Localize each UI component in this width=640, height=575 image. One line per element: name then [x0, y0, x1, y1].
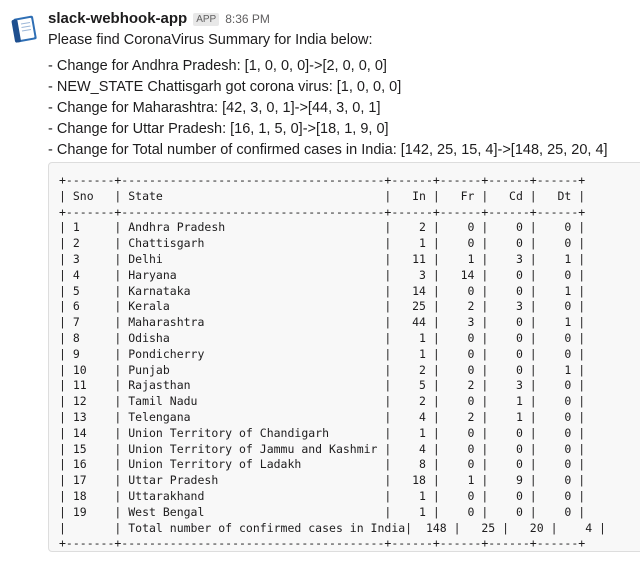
app-avatar[interactable] [8, 12, 40, 44]
message-timestamp[interactable]: 8:36 PM [225, 12, 270, 26]
table-row: | 16 | Union Territory of Ladakh | 8 | 0 | 0 | 0 | [59, 457, 586, 472]
table-row: | 10 | Punjab | 2 | 0 | 0 | 1 | [59, 362, 586, 377]
message-intro: Please find CoronaVirus Summary for India below: [48, 32, 373, 48]
sender-name[interactable]: slack-webhook-app [48, 10, 188, 27]
table-row: | | Total number of confirmed cases in India| 148 | 25 | 20 | 4 | [59, 520, 606, 535]
table-row: | 3 | Delhi | 11 | 1 | 3 | 1 | [59, 251, 586, 266]
table-row: | 19 | West Bengal | 1 | 0 | 0 | 0 | [59, 504, 586, 519]
change-line: - Change for Total number of confirmed cases in India: [142, 25, 15, 4]->[148, 25, 20, 4] [48, 142, 608, 158]
message-header [48, 10, 270, 30]
table-row: | 15 | Union Territory of Jammu and Kashmir | 4 | 0 | 0 | 0 | [59, 441, 586, 456]
table-row: | 17 | Uttar Pradesh | 18 | 1 | 9 | 0 | [59, 473, 586, 488]
table-row: | 12 | Tamil Nadu | 2 | 0 | 1 | 0 | [59, 394, 586, 409]
table-border: +-------+--------------------------------------+------+------+------+------+ [59, 536, 586, 551]
table-border: +-------+--------------------------------------+------+------+------+------+ [59, 173, 586, 187]
table-row: | 4 | Haryana | 3 | 14 | 0 | 0 | [59, 267, 586, 282]
code-block [48, 162, 640, 552]
change-line: - Change for Andhra Pradesh: [1, 0, 0, 0]->[2, 0, 0, 0] [48, 58, 387, 74]
table-row: | 13 | Telengana | 4 | 2 | 1 | 0 | [59, 409, 586, 424]
app-badge: APP [193, 13, 219, 26]
table-row: | 9 | Pondicherry | 1 | 0 | 0 | 0 | [59, 346, 586, 361]
table-row: | 2 | Chattisgarh | 1 | 0 | 0 | 0 | [59, 236, 586, 251]
table-row: | 14 | Union Territory of Chandigarh | 1 | 0 | 0 | 0 | [59, 425, 586, 440]
table-border: +-------+--------------------------------------+------+------+------+------+ [59, 204, 586, 219]
change-line: - Change for Uttar Pradesh: [16, 1, 5, 0]->[18, 1, 9, 0] [48, 121, 389, 137]
table-row: | 5 | Karnataka | 14 | 0 | 0 | 1 | [59, 283, 586, 298]
table-row: | 1 | Andhra Pradesh | 2 | 0 | 0 | 0 | [59, 220, 586, 235]
change-line: - Change for Maharashtra: [42, 3, 0, 1]->[44, 3, 0, 1] [48, 100, 381, 116]
notebook-icon [8, 12, 40, 44]
summary-table [59, 173, 606, 552]
table-header-row: | Sno | State | In | Fr | Cd | Dt | [59, 188, 586, 203]
table-row: | 18 | Uttarakhand | 1 | 0 | 0 | 0 | [59, 488, 586, 503]
table-row: | 6 | Kerala | 25 | 2 | 3 | 0 | [59, 299, 586, 314]
table-row: | 7 | Maharashtra | 44 | 3 | 0 | 1 | [59, 315, 586, 330]
change-line: - NEW_STATE Chattisgarh got corona virus: [1, 0, 0, 0] [48, 79, 402, 95]
table-row: | 8 | Odisha | 1 | 0 | 0 | 0 | [59, 330, 586, 345]
table-row: | 11 | Rajasthan | 5 | 2 | 3 | 0 | [59, 378, 586, 393]
